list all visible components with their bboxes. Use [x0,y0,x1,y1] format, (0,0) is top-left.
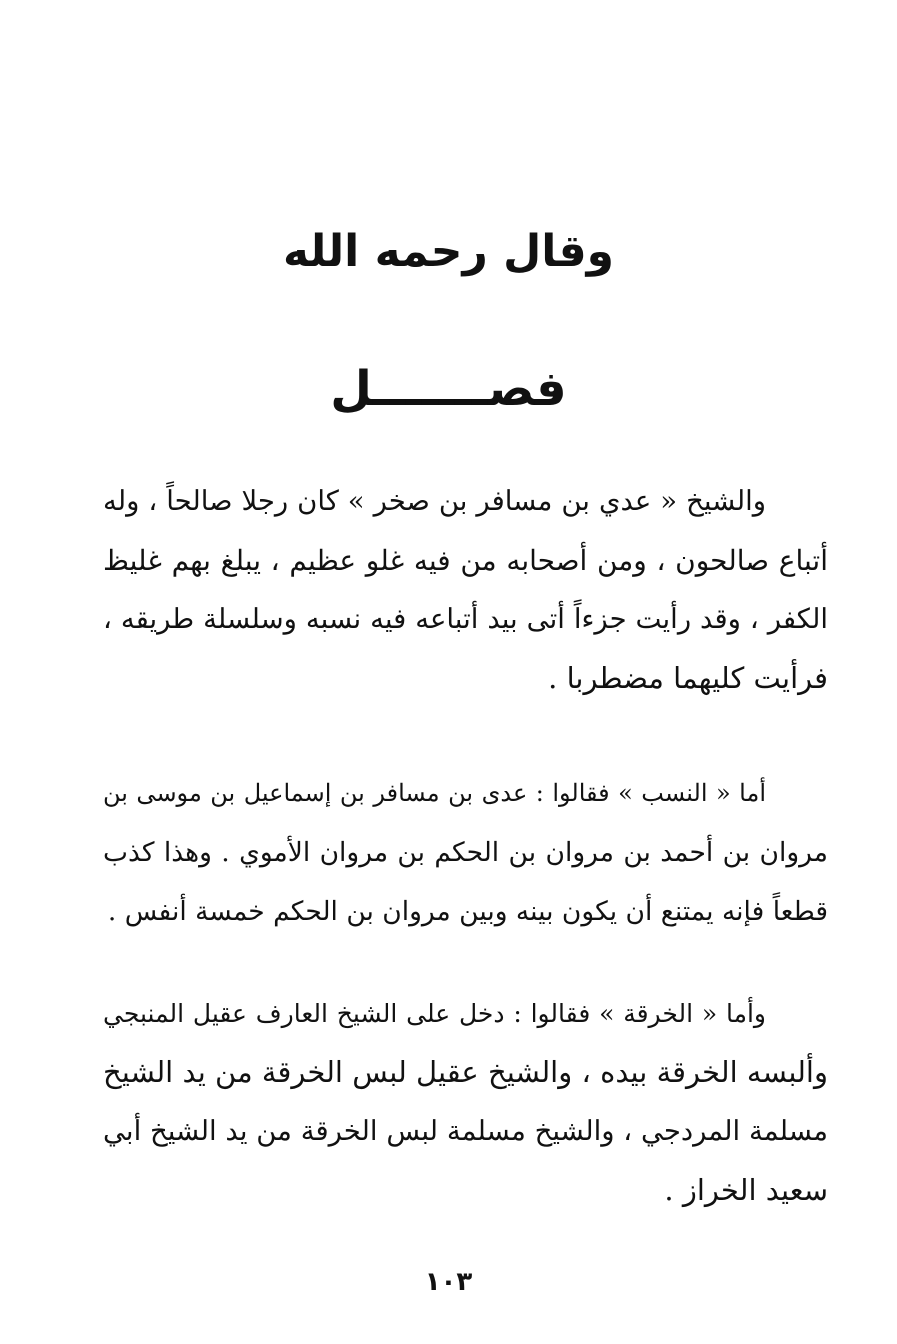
paragraph-2-line-3: قطعاً فإنه يمتنع أن يكون بينه وبين مروان بن الحكم خمسة أنفس . [107,896,828,927]
paragraph-2 [103,764,828,941]
paragraph-1 [103,472,828,708]
paragraph-1-line-3: الكفر ، وقد رأيت جزءاً أتى بيد أتباعه فيه نسبه وسلسلة طريقه ، [103,603,828,635]
paragraph-1-line-1: والشيخ « عدي بن مسافر بن صخر » كان رجلا صالحاً ، وله [103,485,766,517]
paragraph-3-line-4: سعيد الخراز . [664,1173,828,1207]
paragraph-3-line-1: وأما « الخرقة » فقالوا : دخل على الشيخ العارف عقيل المنبجي [103,999,766,1028]
paragraph-1-line-2: أتباع صالحون ، ومن أصحابه من فيه غلو عظيم ، يبلغ بهم غليظ [103,544,828,577]
paragraph-1-line-4: فرأيت كليهما مضطربا . [548,661,828,695]
paragraph-3-line-3: مسلمة المردجي ، والشيخ مسلمة لبس الخرقة من يد الشيخ أبي [103,1115,828,1147]
page-number: ١٠٣ [424,1267,473,1297]
page-title: وقال رحمه الله [283,226,614,277]
paragraph-3-line-2: وألبسه الخرقة بيده ، والشيخ عقيل لبس الخرقة من يد الشيخ [103,1055,828,1089]
paragraph-2-line-2: مروان بن أحمد بن مروان بن الحكم بن مروان الأموي . وهذا كذب [103,837,828,868]
paragraph-3 [103,984,828,1220]
section-heading: فصـــــــل [330,361,567,417]
paragraph-2-line-1: أما « النسب » فقالوا : عدى بن مسافر بن إسماعيل بن موسى بن [103,779,766,807]
